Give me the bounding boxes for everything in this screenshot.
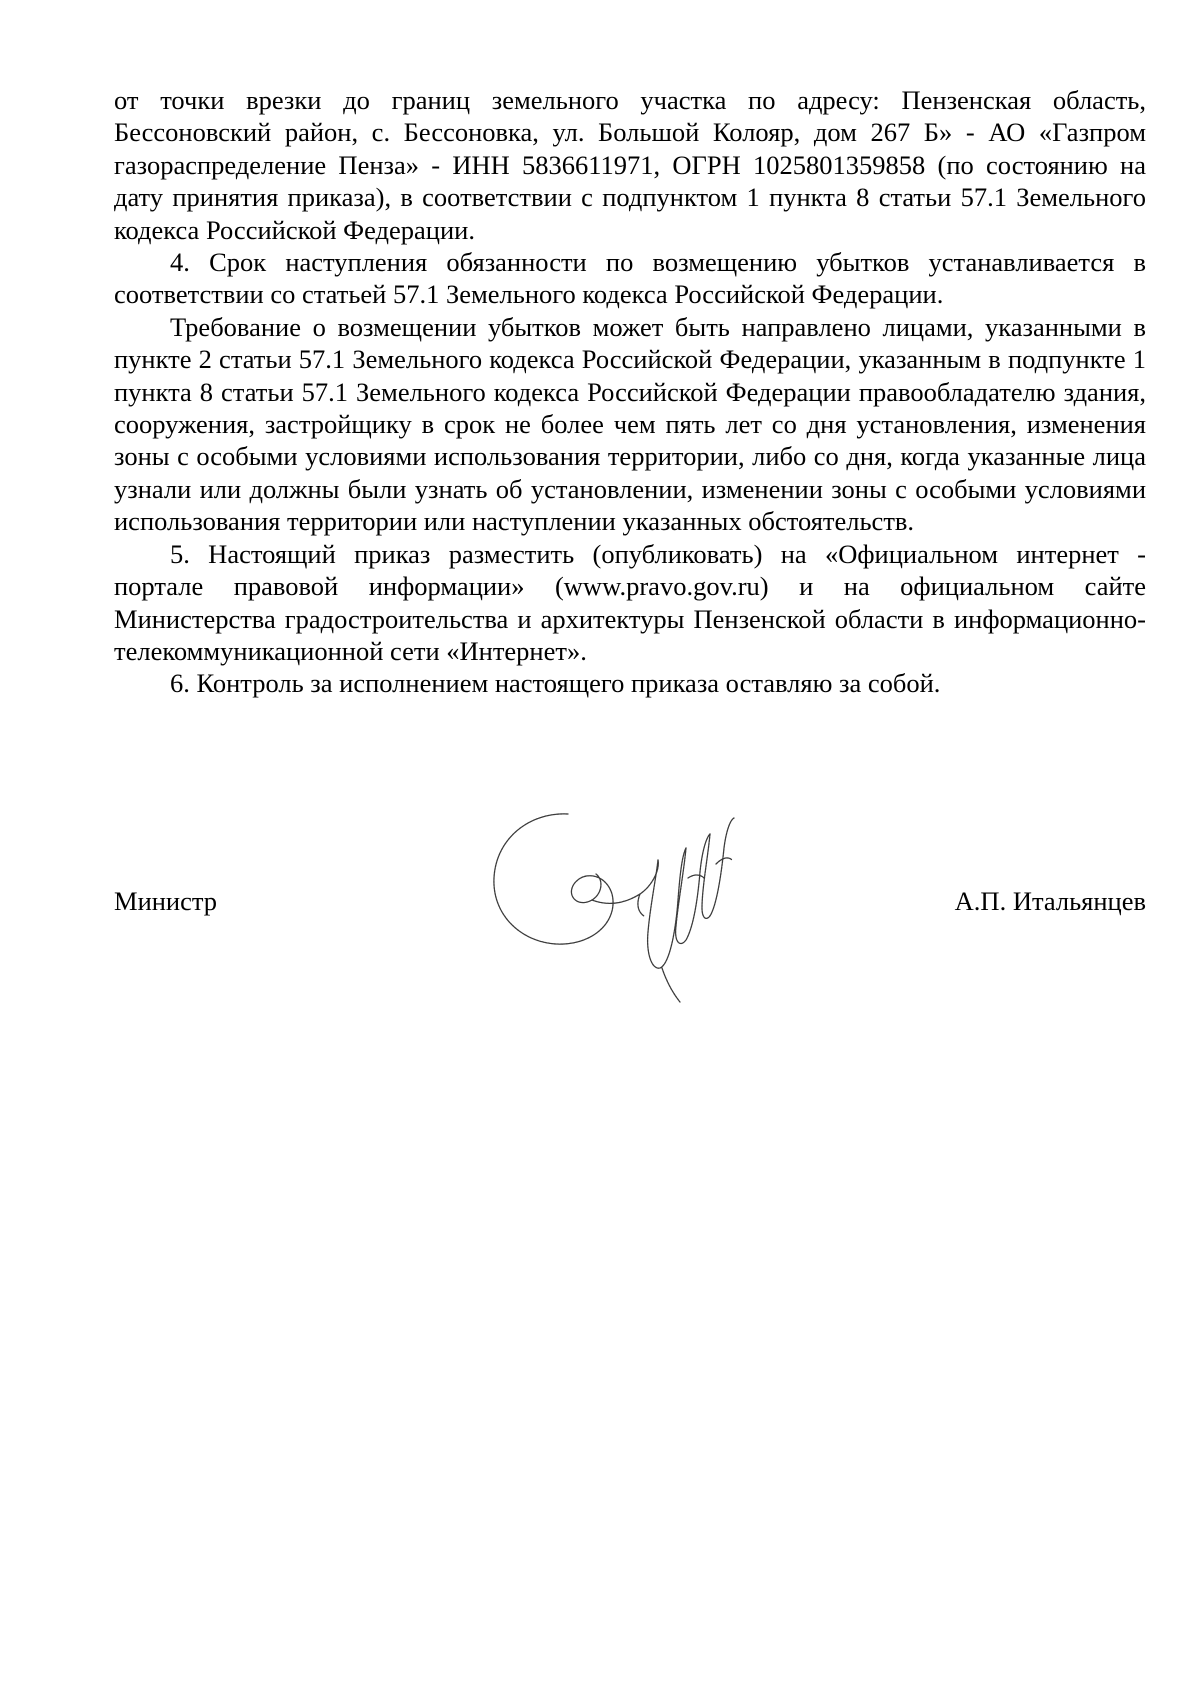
document-body bbox=[114, 84, 1146, 700]
paragraph-continuation: от точки врезки до границ земельного участка по адресу: Пензенская область, Бессоновский район, с. Бессоновка, ул. Большой Колояр, дом 267 Б» - АО «Газпром газораспределение Пенза» - ИНН 5836611971, ОГРН 1025801359858 (по состоянию на дату принятия приказа), в соответствии с подпунктом 1 пункта 8 статьи 57.1 Земельного кодекса Российской Федерации. bbox=[114, 85, 1146, 245]
signatory-name: А.П. Итальянцев bbox=[954, 886, 1146, 916]
signatory-title: Министр bbox=[114, 886, 218, 916]
paragraph-item-6: 6. Контроль за исполнением настоящего приказа оставляю за собой. bbox=[170, 668, 941, 699]
paragraph-compensation-request: Требование о возмещении убытков может быть направлено лицами, указанными в пункте 2 статьи 57.1 Земельного кодекса Российской Федерации, указанным в подпункте 1 пункта 8 статьи 57.1 Земельного кодекса Российской Федерации правообладателю здания, сооружения, застройщику в срок не более чем пять лет со дня установления, изменения зоны с особыми условиями использования территории, либо со дня, когда указанные лица узнали или должны были узнать об установлении, изменении зоны с особыми условиями использования территории или наступлении указанных обстоятельств. bbox=[114, 311, 1146, 537]
paragraph-item-5: 5. Настоящий приказ разместить (опубликовать) на «Официальном интернет - портале правовой информации» (www.pravo.gov.ru) и на официальном сайте Министерства градостроительства и архитектуры Пензенской области в информационно-телекоммуникационной сети «Интернет». bbox=[114, 538, 1146, 666]
handwritten-signature-icon bbox=[490, 808, 770, 1004]
paragraph-item-4: 4. Срок наступления обязанности по возмещению убытков устанавливается в соответствии со статьей 57.1 Земельного кодекса Российской Федерации. bbox=[114, 247, 1146, 310]
